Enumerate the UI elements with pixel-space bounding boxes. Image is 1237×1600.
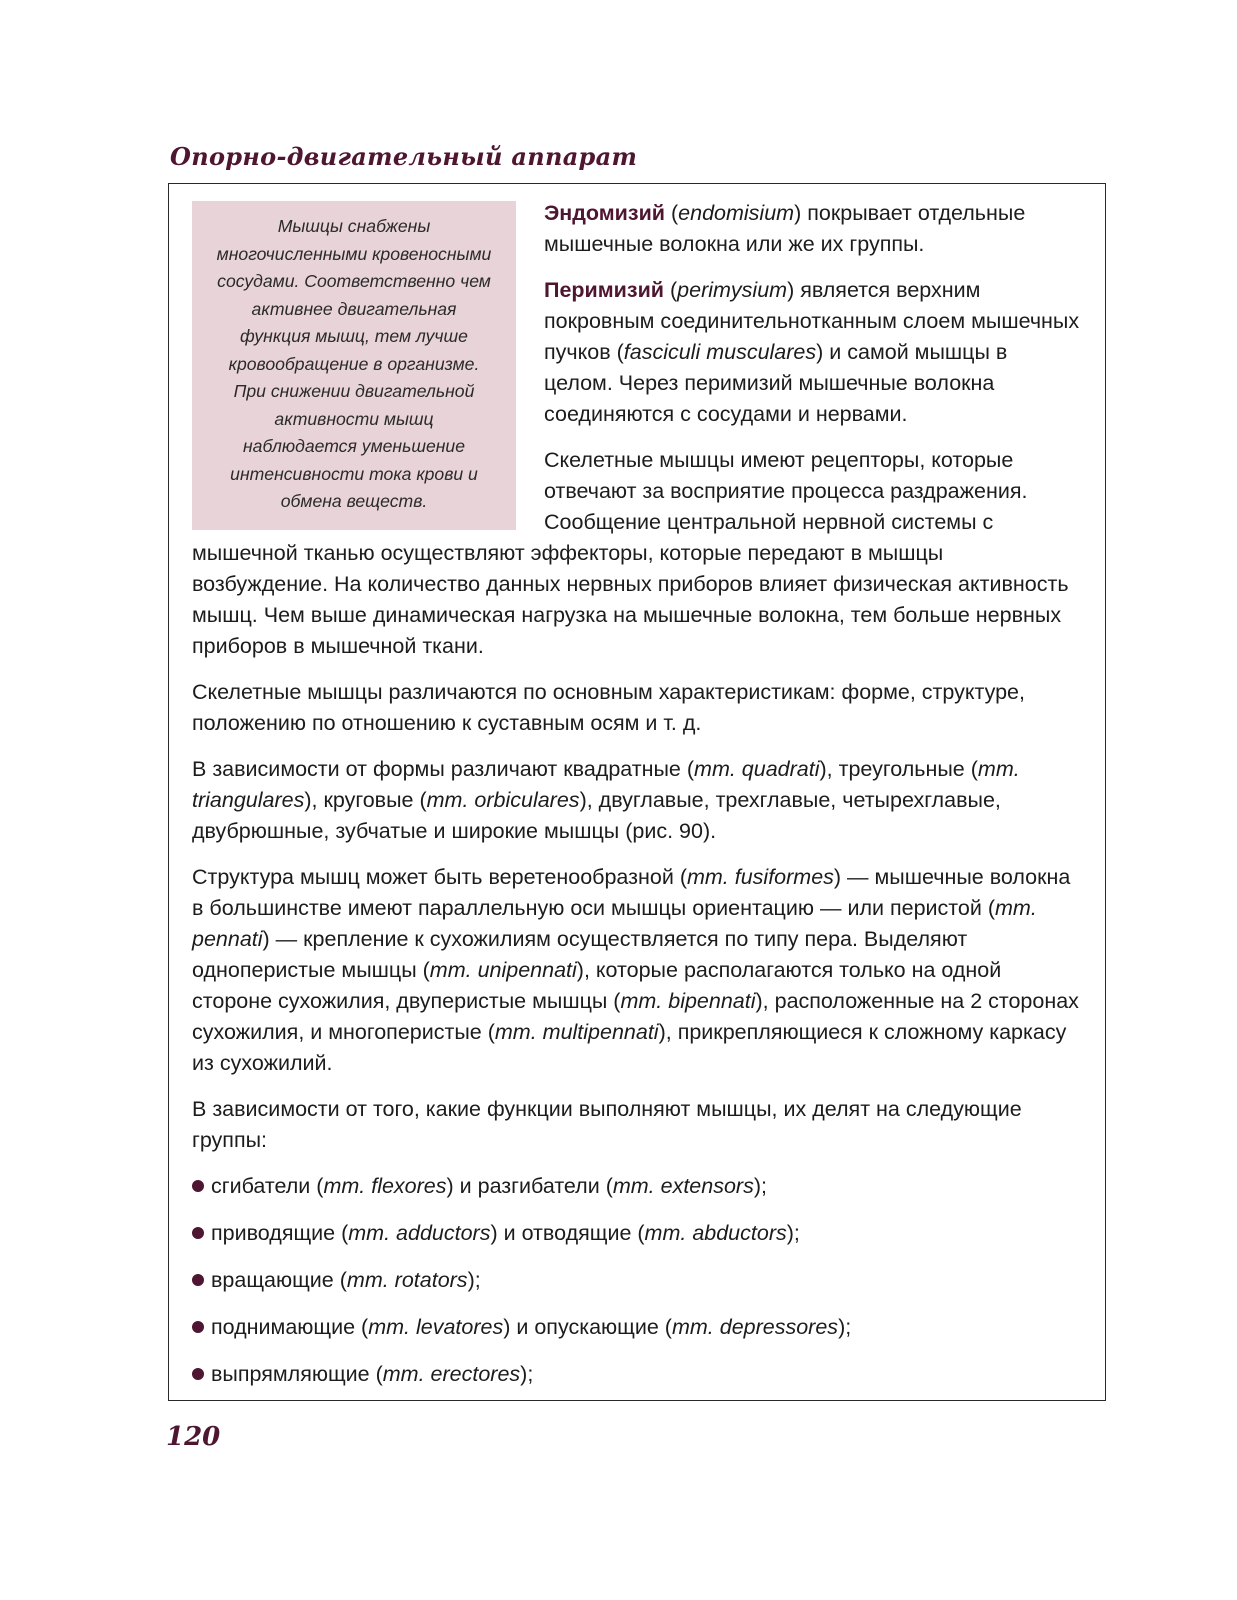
list-item bbox=[192, 1312, 1081, 1343]
paragraph-characteristics: Скелетные мышцы различаются по основным характеристикам: форме, структуре, положению по отношению к суставным осям и т. д. bbox=[192, 680, 1025, 735]
paragraph-text: ) является верхним покровным соединительнотканным слоем мышечных пучков ( bbox=[544, 278, 1080, 364]
list-item-text: выпрямляющие ( bbox=[211, 1362, 383, 1386]
latin-term: endomisium bbox=[678, 201, 795, 225]
latin-term: mm. erectores bbox=[382, 1362, 521, 1386]
latin-term: mm. bipennati bbox=[620, 989, 756, 1013]
paragraph-text: ), треугольные ( bbox=[819, 757, 978, 781]
list-item-text: ) и опускающие ( bbox=[503, 1315, 672, 1339]
sidebar-note: Мышцы снабжены многочисленными кровеносными сосудами. Соответственно чем активнее двигательная функция мышц, тем лучше кровообращение в организме. При снижении двигательной активности мышц наблюдается уменьшение интенсивности тока крови и обмена веществ. bbox=[192, 201, 516, 530]
list-item-text: ); bbox=[786, 1221, 800, 1245]
latin-term: mm. flexores bbox=[323, 1174, 447, 1198]
bullet-icon bbox=[192, 1180, 204, 1192]
latin-term: mm. fusiformes bbox=[686, 865, 834, 889]
list-item bbox=[192, 1171, 1081, 1202]
latin-term: mm. triangulares bbox=[192, 757, 1020, 812]
latin-term: mm. extensors bbox=[612, 1174, 754, 1198]
paren-open: ( bbox=[665, 201, 679, 225]
paragraph-text: ), прикрепляющиеся к сложному каркасу из сухожилий. bbox=[192, 1020, 1067, 1075]
latin-term: mm. levatores bbox=[368, 1315, 504, 1339]
latin-term: fasciculi musculares bbox=[623, 340, 817, 364]
paragraph-text: ), двуглавые, трехглавые, четырехглавые, двубрюшные, зубчатые и широкие мышцы (рис. 90). bbox=[192, 788, 1001, 843]
bullet-icon bbox=[192, 1227, 204, 1239]
page-number: 120 bbox=[166, 1422, 221, 1452]
latin-term: mm. orbiculares bbox=[426, 788, 580, 812]
term-perimysium: Перимизий bbox=[544, 278, 665, 302]
paragraph-text: ) — мышечные волокна в большинстве имеют параллельную оси мышцы ориентацию — или перистой ( bbox=[192, 865, 1071, 920]
bullet-icon bbox=[192, 1274, 204, 1286]
paragraph-text: ) — крепление к сухожилиям осуществляется по типу пера. Выделяют одноперистые мышцы ( bbox=[192, 927, 968, 982]
bullet-icon bbox=[192, 1321, 204, 1333]
running-head: Опорно-двигательный аппарат bbox=[170, 142, 638, 171]
latin-term: mm. multipennati bbox=[494, 1020, 659, 1044]
latin-term: mm. adductors bbox=[348, 1221, 491, 1245]
list-item-text: ); bbox=[838, 1315, 852, 1339]
paragraph-text: ) и самой мышцы в целом. Через перимизий мышечные волокна соединяются с сосудами и нервами. bbox=[544, 340, 1008, 426]
paragraph-structure bbox=[192, 862, 1081, 1079]
list-item-text: ); bbox=[753, 1174, 767, 1198]
list-item bbox=[192, 1218, 1081, 1249]
latin-term: mm. rotators bbox=[346, 1268, 468, 1292]
paren-open: ( bbox=[664, 278, 678, 302]
paragraph-text: ), круговые ( bbox=[304, 788, 427, 812]
latin-term: mm. quadrati bbox=[694, 757, 820, 781]
list-item-text: ); bbox=[467, 1268, 481, 1292]
function-groups-list bbox=[192, 1171, 1081, 1390]
paragraph-text: ), расположенные на 2 сторонах сухожилия, и многоперистые ( bbox=[192, 989, 1079, 1044]
latin-term: mm. depressores bbox=[671, 1315, 839, 1339]
paragraph-shapes bbox=[192, 754, 1081, 847]
latin-term: perimysium bbox=[677, 278, 788, 302]
list-item-text: ); bbox=[520, 1362, 534, 1386]
paragraph-text: ) покрывает отдельные мышечные волокна или же их группы. bbox=[544, 201, 1026, 256]
bullet-icon bbox=[192, 1368, 204, 1380]
list-item-text: сгибатели ( bbox=[211, 1174, 324, 1198]
term-endomysium: Эндомизий bbox=[544, 201, 666, 225]
latin-term: mm. abductors bbox=[644, 1221, 787, 1245]
latin-term: mm. pennati bbox=[192, 896, 1037, 951]
latin-term: mm. unipennati bbox=[429, 958, 577, 982]
paragraph-text: В зависимости от формы различают квадратные ( bbox=[192, 757, 695, 781]
list-item-text: приводящие ( bbox=[211, 1221, 349, 1245]
paragraph-functions-intro: В зависимости от того, какие функции выполняют мышцы, их делят на следующие группы: bbox=[192, 1097, 1022, 1152]
list-item-text: ) и разгибатели ( bbox=[446, 1174, 613, 1198]
list-item-text: вращающие ( bbox=[211, 1268, 347, 1292]
paragraph-text: Структура мышц может быть веретенообразной ( bbox=[192, 865, 687, 889]
paragraph-receptors: Скелетные мышцы имеют рецепторы, которые отвечают за восприятие процесса раздражения. Сообщение центральной нервной системы с мышечной тканью осуществляют эффекторы, которые передают в мышцы возбуждение. На количество данных нервных приборов влияет физическая активность мышц. Чем выше динамическая нагрузка на мышечные волокна, тем больше нервных приборов в мышечной ткани. bbox=[192, 448, 1069, 658]
list-item-text: ) и отводящие ( bbox=[490, 1221, 645, 1245]
paragraph-text: ), которые располагаются только на одной стороне сухожилия, двуперистые мышцы ( bbox=[192, 958, 1002, 1013]
content-frame bbox=[168, 183, 1106, 1401]
list-item bbox=[192, 1265, 1081, 1296]
list-item-text: поднимающие ( bbox=[211, 1315, 369, 1339]
list-item bbox=[192, 1359, 1081, 1390]
